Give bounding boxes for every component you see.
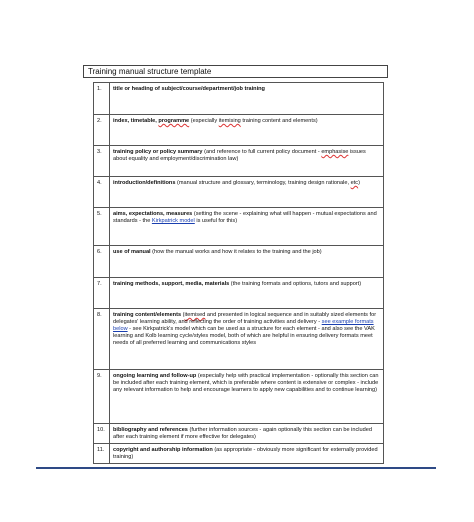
row-heading: introduction/definitions (113, 180, 176, 186)
row-heading: index, timetable, (113, 118, 159, 124)
row-content (110, 444, 384, 464)
spelling-flagged-word: emphasise (321, 149, 349, 155)
row-description: ( (181, 312, 185, 318)
row-content (110, 246, 384, 278)
row-number: 10. (94, 424, 110, 444)
row-number: 3. (94, 146, 110, 177)
row-content (110, 278, 384, 309)
row-description: (especially (189, 118, 219, 124)
row-heading: training methods, support, media, materials (113, 281, 230, 287)
row-number: 8. (94, 309, 110, 370)
row-number: 7. (94, 278, 110, 309)
row-heading: copyright and authorship information (113, 447, 213, 453)
table-row (94, 146, 384, 177)
table-row (94, 208, 384, 246)
row-description: (especially help with practical implementation - optionally this section can be included after each training element, which is preferable where content is extensive or complex - include any relevant information to help and encourage learners to apply new capabilities and to continue learning) (113, 373, 379, 393)
row-description: training content and elements) (240, 118, 318, 124)
row-heading: training policy or policy summary (113, 149, 203, 155)
page-divider (36, 467, 436, 469)
table-row (94, 309, 384, 370)
table-row (94, 246, 384, 278)
table-row (94, 115, 384, 146)
row-number: 1. (94, 83, 110, 115)
row-number: 5. (94, 208, 110, 246)
row-description: (the training formats and options, tutors and support) (229, 281, 362, 287)
row-number: 4. (94, 177, 110, 208)
table-row (94, 444, 384, 464)
row-content (110, 177, 384, 208)
row-heading: aims, expectations, measures (113, 211, 193, 217)
row-description: (and reference to full current policy document - (202, 149, 322, 155)
table-row (94, 278, 384, 309)
row-content (110, 424, 384, 444)
row-heading: training content/elements (113, 312, 182, 318)
document-title: Training manual structure template (83, 65, 388, 78)
row-number: 2. (94, 115, 110, 146)
table-row (94, 424, 384, 444)
row-description: (setting the scene - explaining what will happen - mutual expectations and standards - the (113, 211, 377, 224)
row-heading: use of manual (113, 249, 151, 255)
row-content (110, 370, 384, 424)
row-content (110, 83, 384, 115)
row-content (110, 309, 384, 370)
row-description: issues about equality and employment/discrimination law) (113, 149, 366, 162)
row-description: is useful for this) (194, 218, 238, 224)
row-number: 6. (94, 246, 110, 278)
row-number: 11. (94, 444, 110, 464)
row-description: ) (358, 180, 360, 186)
row-heading: bibliography and references (113, 427, 188, 433)
table-row (94, 177, 384, 208)
spelling-flagged-word: programme (158, 118, 190, 124)
row-description: - see Kirkpatrick's model which can be used as a structure for each element - and also see the VAK learning and Kolb learning cycle/styles model, both of which are helpful in ensuring delivery formats meet needs of all preferred learning and communications styles (113, 326, 375, 346)
table-row (94, 83, 384, 115)
row-description: (how the manual works and how it relates to the training and the job) (150, 249, 322, 255)
row-description: (as appropriate - obviously more significant for externally provided training) (113, 447, 378, 460)
row-description: (manual structure and glossary, terminology, training design rationale, (175, 180, 351, 186)
spelling-flagged-word: itemised (184, 312, 206, 318)
example-formats-link[interactable]: see example formats below (113, 319, 374, 332)
kirkpatrick-model-link[interactable]: Kirkpatrick model (151, 218, 195, 224)
row-heading: title or heading of subject/course/department/job training (113, 86, 265, 92)
manual-structure-table (93, 82, 384, 464)
row-description: (further information sources - again optionally this section can be included after each training element if more effective for delegates) (113, 427, 372, 440)
row-content (110, 115, 384, 146)
row-description: and presented in logical sequence and in suitably sized elements for delegates' learning ability, and reflecting the order of training activities and delivery - (113, 312, 377, 325)
spelling-flagged-word: itemising (218, 118, 241, 124)
row-content (110, 208, 384, 246)
table-row (94, 370, 384, 424)
row-number: 9. (94, 370, 110, 424)
spelling-flagged-word: etc (350, 180, 359, 186)
row-heading: ongoing learning and follow-up (113, 373, 197, 379)
row-content (110, 146, 384, 177)
